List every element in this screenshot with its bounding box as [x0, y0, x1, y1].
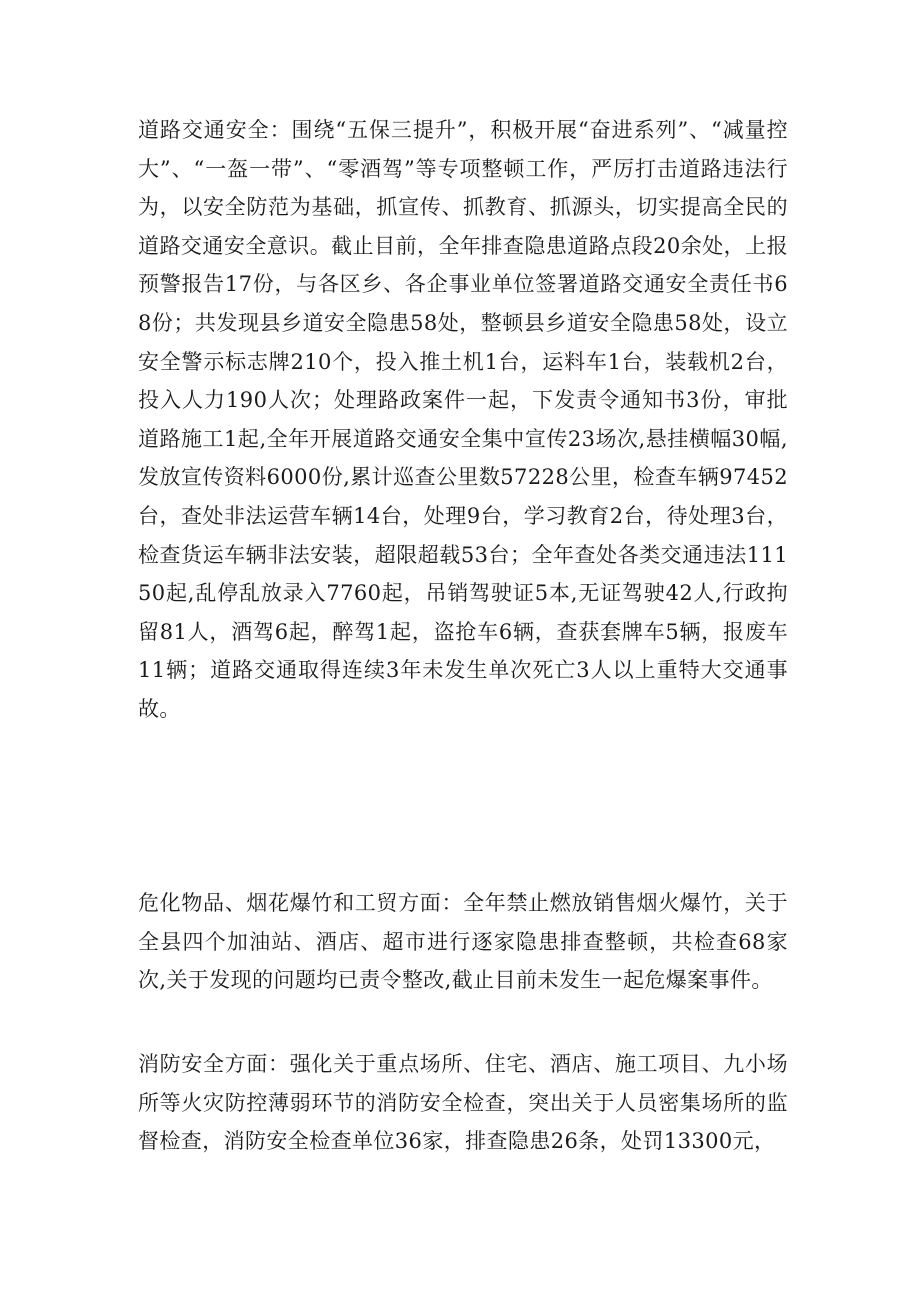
paragraph-fire-safety: 消防安全方面：强化关于重点场所、住宅、酒店、施工项目、九小场所等火灾防控薄弱环节的消防安全检查，突出关于人员密集场所的监督检查，消防安全检查单位36家，排查隐患26条，处罚13300元， — [138, 1052, 788, 1154]
paragraph-hazardous-materials: 危化物品、烟花爆竹和工贸方面：全年禁止燃放销售烟火爆竹，关于全县四个加油站、酒店、超市进行逐家隐患排查整顿，共检查68家次,关于发现的问题均已责令整改,截止目前未发生一起危爆案事件。 — [138, 891, 788, 993]
paragraph-road-traffic-safety: 道路交通安全：围绕“五保三提升”，积极开展“奋进系列”、“减量控大”、“一盔一带”、“零酒驾”等专项整顿工作，严厉打击道路违法行为，以安全防范为基础，抓宣传、抓教育、抓源头，切实提高全民的道路交通安全意识。截止目前，全年排查隐患道路点段20余处，上报预警报告17份，与各区乡、各企事业单位签署道路交通安全责任书68份；共发现县乡道安全隐患58处，整顿县乡道安全隐患58处，设立安全警示标志牌210个，投入推土机1台，运料车1台，装载机2台，投入人力190人次；处理路政案件一起，下发责令通知书3份，审批道路施工1起,全年开展道路交通安全集中宣传23场次,悬挂横幅30幅,发放宣传资料6000份,累计巡查公里数57228公里，检查车辆97452台，查处非法运营车辆14台，处理9台，学习教育2台，待处理3台，检查货运车辆非法安装，超限超载53台；全年查处各类交通违法11150起,乱停乱放录入7760起，吊销驾驶证5本,无证驾驶42人,行政拘留81人，酒驾6起，醉驾1起，盗抢车6辆，查获套牌车5辆，报废车11辆；道路交通取得连续3年未发生单次死亡3人以上重特大交通事故。 — [138, 118, 788, 721]
